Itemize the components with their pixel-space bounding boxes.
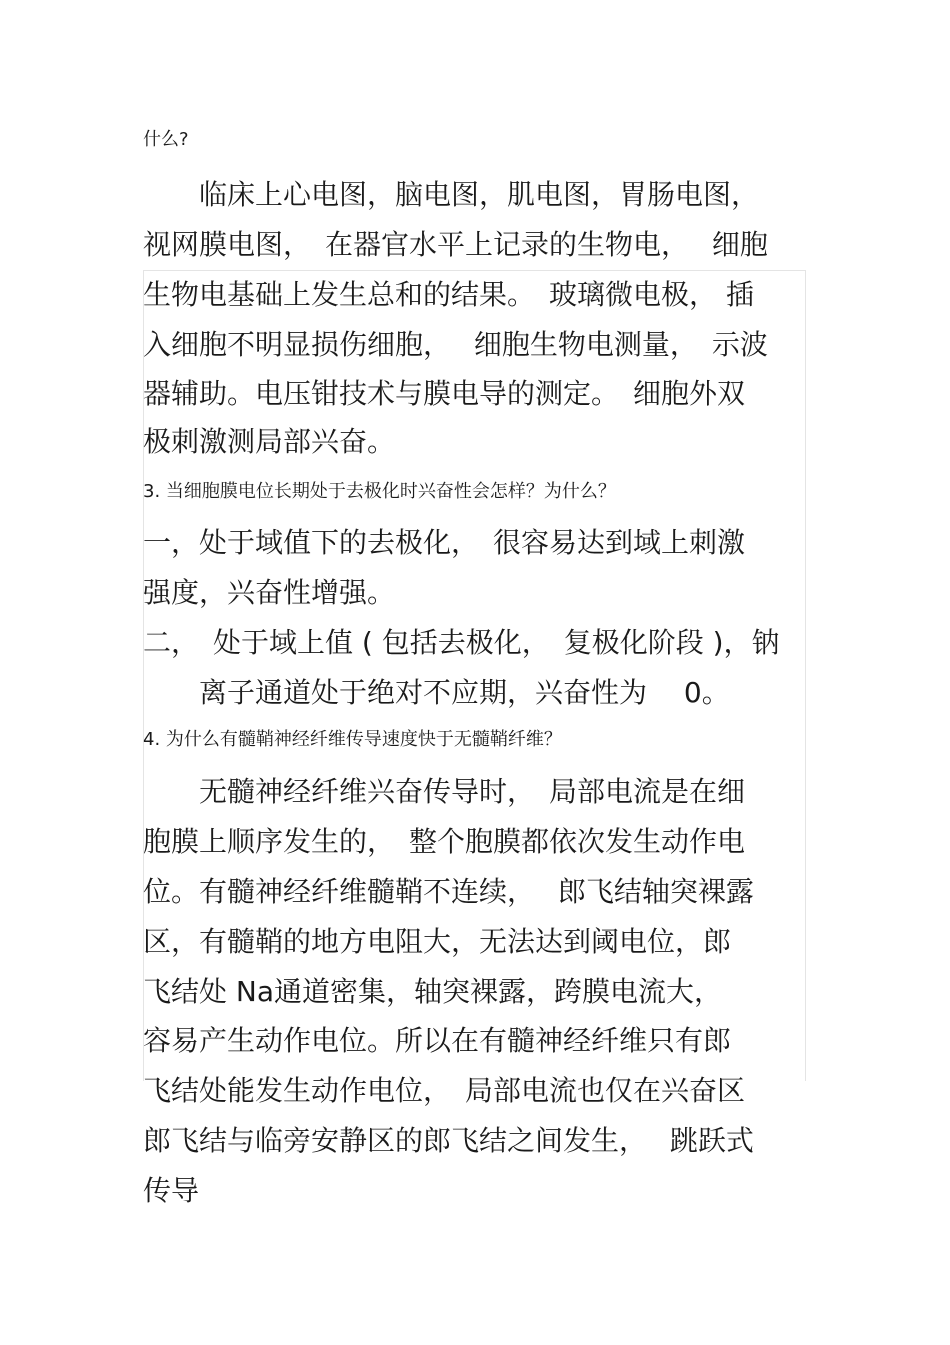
answer-line: 飞结处能发生动作电位， 局部电流也仅在兴奋区 [143, 1074, 746, 1107]
answer-line: 入细胞不明显损伤细胞， 细胞生物电测量， 示波 [143, 328, 768, 361]
answer-line: 器辅助。电压钳技术与膜电导的测定。 细胞外双 [143, 377, 746, 410]
answer-line: 极刺激测局部兴奋。 [143, 425, 396, 458]
answer-line: 无髓神经纤维兴奋传导时， 局部电流是在细 [143, 775, 746, 808]
answer-line: 强度，兴奋性增强。 [143, 576, 396, 609]
question-4: 4. 为什么有髓鞘神经纤维传导速度快于无髓鞘纤维？ [143, 729, 562, 750]
answer-line: 容易产生动作电位。所以在有髓神经纤维只有郎 [143, 1024, 732, 1057]
answer-line: 郎飞结与临旁安静区的郎飞结之间发生， 跳跃式 [143, 1124, 754, 1157]
answer-line: 生物电基础上发生总和的结果。 玻璃微电极， 插 [143, 278, 754, 311]
answer-line: 位。有髓神经纤维髓鞘不连续， 郎飞结轴突裸露 [143, 875, 754, 908]
answer-line: 区，有髓鞘的地方电阻大，无法达到阈电位，郎 [143, 925, 732, 958]
answer-line: 一，处于域值下的去极化， 很容易达到域上刺激 [143, 526, 746, 559]
answer-line: 胞膜上顺序发生的， 整个胞膜都依次发生动作电 [143, 825, 746, 858]
answer-line: 传导 [143, 1174, 200, 1207]
answer-line: 视网膜电图， 在器官水平上记录的生物电， 细胞 [143, 228, 768, 261]
answer-line: 离子通道处于绝对不应期，兴奋性为 0。 [143, 676, 730, 709]
question-3: 3. 当细胞膜电位长期处于去极化时兴奋性会怎样？为什么？ [143, 481, 616, 502]
answer-line: 飞结处 Na通道密集，轴突裸露，跨膜电流大， [143, 975, 723, 1008]
answer-line: 二， 处于域上值 ( 包括去极化， 复极化阶段 )，钠 [143, 626, 780, 659]
answer-line: 临床上心电图，脑电图，肌电图，胃肠电图， [143, 178, 760, 211]
continued-question-tail: 什么? [143, 129, 189, 150]
